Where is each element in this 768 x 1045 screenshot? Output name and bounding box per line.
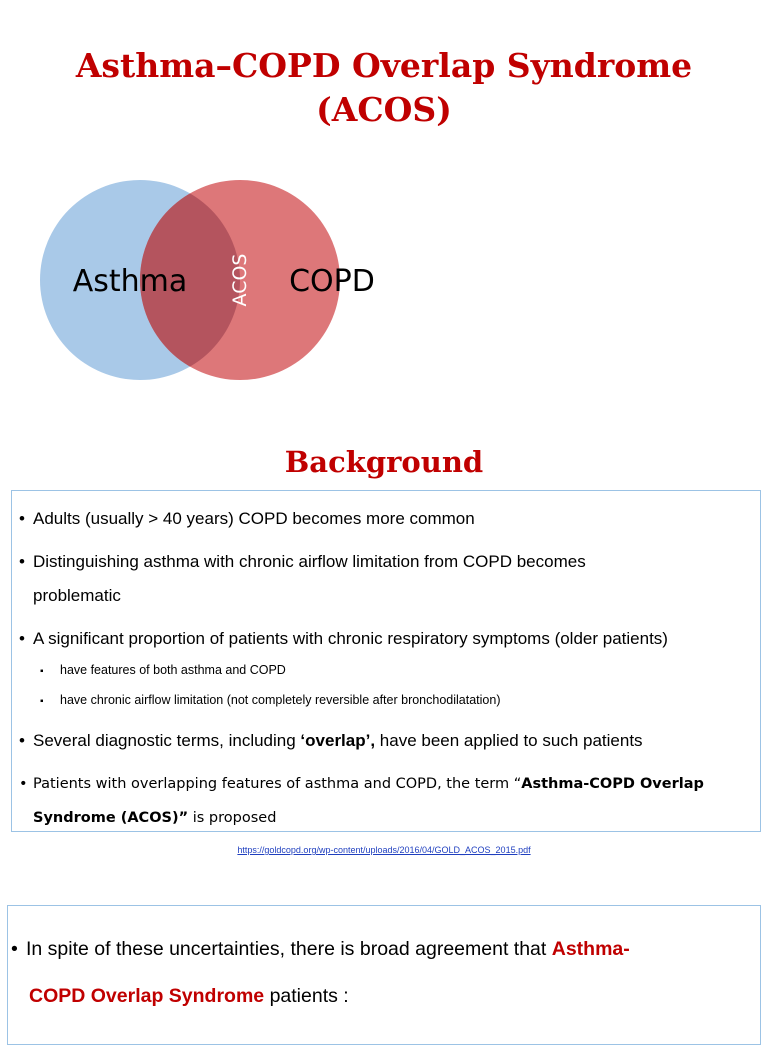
venn-asthma-label: Asthma bbox=[72, 264, 188, 299]
bullet-5: • Patients with overlapping features of asthma and COPD, the term “Asthma-COPD Overlap Syndrome (ACOS)” is proposed bbox=[19, 776, 704, 826]
venn-acos-label: ACOS bbox=[229, 253, 251, 307]
title-line-1: Asthma–COPD Overlap Syndrome bbox=[75, 46, 693, 85]
second-box-bullet: • In spite of these uncertainties, there is broad agreement that Asthma- COPD Overlap Syndrome patients : bbox=[11, 938, 630, 1007]
background-box bbox=[11, 490, 761, 832]
sub-bullet-2: ▪ have chronic airflow limitation (not completely reversible after bronchodilatation) bbox=[40, 693, 501, 707]
bullet-1: • Adults (usually > 40 years) COPD becomes more common bbox=[19, 509, 475, 528]
background-heading: Background bbox=[284, 445, 484, 479]
title-line-2: (ACOS) bbox=[316, 90, 452, 129]
venn-copd-label: COPD bbox=[289, 264, 375, 299]
second-box bbox=[7, 905, 761, 1045]
venn-diagram bbox=[30, 160, 450, 410]
page-title bbox=[0, 44, 768, 132]
bullet-2: • Distinguishing asthma with chronic airflow limitation from COPD becomes problematic bbox=[19, 552, 586, 605]
bullet-4: • Several diagnostic terms, including ‘overlap’, have been applied to such patients bbox=[19, 731, 643, 750]
bullet-3: • A significant proportion of patients with chronic respiratory symptoms (older patients) bbox=[19, 629, 668, 648]
sub-bullet-1: ▪ have features of both asthma and COPD bbox=[40, 663, 286, 677]
source-link[interactable]: https://goldcopd.org/wp-content/uploads/2016/04/GOLD_ACOS_2015.pdf bbox=[237, 845, 531, 855]
